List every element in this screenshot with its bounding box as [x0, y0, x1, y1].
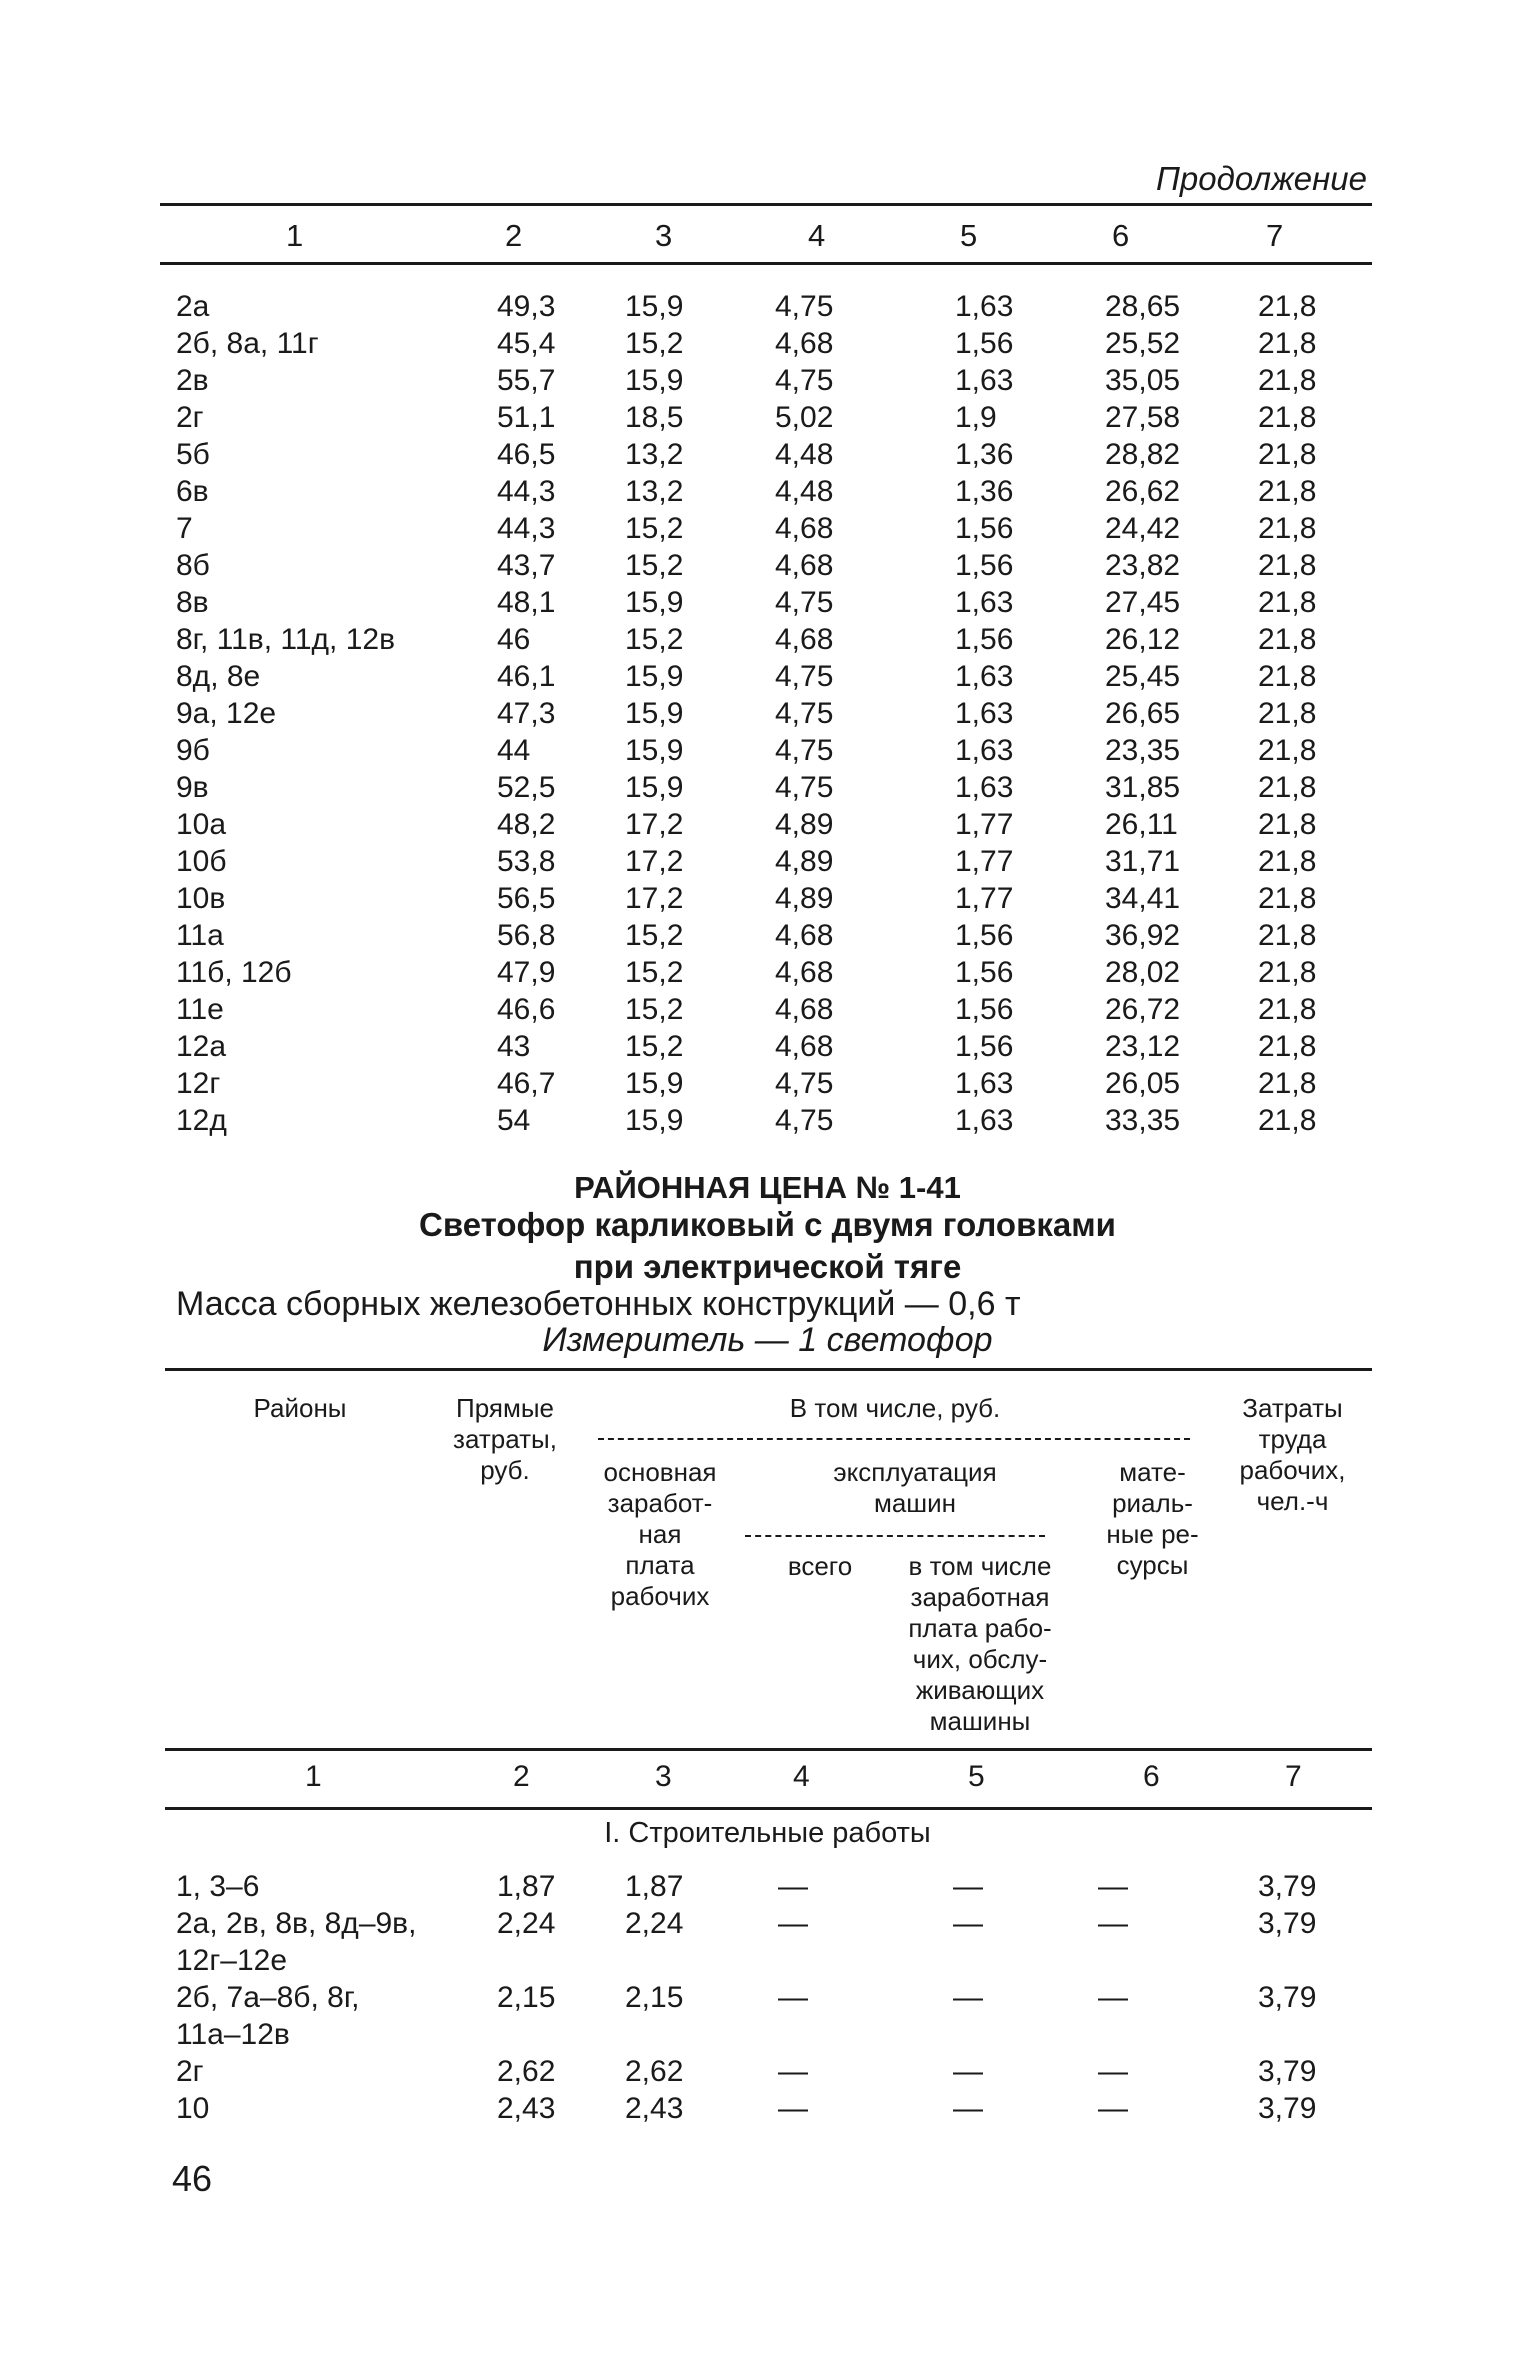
table-row [0, 586, 1535, 623]
value-cell: 3,79 [1258, 1907, 1317, 1940]
value-cell: 4,75 [775, 697, 834, 730]
value-cell: 4,68 [775, 623, 834, 656]
value-cell: 1,63 [955, 290, 1014, 323]
value-cell: 26,62 [1105, 475, 1181, 508]
value-cell: 46,1 [497, 660, 556, 693]
region-cell: 9а, 12е [176, 697, 277, 730]
table1-colnum-7: 7 [1266, 218, 1284, 253]
mass-line: Масса сборных железобетонных конструкций — 0,6 т [176, 1285, 1021, 1323]
value-cell: 35,05 [1105, 364, 1181, 397]
value-cell: 21,8 [1258, 401, 1317, 434]
region-cell: 8в [176, 586, 209, 619]
value-cell: 25,52 [1105, 327, 1181, 360]
value-cell: 4,48 [775, 438, 834, 471]
value-cell: 4,68 [775, 919, 834, 952]
value-cell: 1,56 [955, 993, 1014, 1026]
value-cell: 21,8 [1258, 956, 1317, 989]
value-cell: 1,56 [955, 623, 1014, 656]
value-cell: 46,6 [497, 993, 556, 1026]
value-cell: 48,2 [497, 808, 556, 841]
value-cell: 3,79 [1258, 2092, 1317, 2125]
region-cell: 10в [176, 882, 226, 915]
value-cell: 15,2 [625, 919, 684, 952]
value-cell: 1,56 [955, 919, 1014, 952]
value-cell: — [1098, 1981, 1128, 2014]
table2-colnum-5: 5 [968, 1760, 985, 1793]
value-cell: 21,8 [1258, 734, 1317, 767]
value-cell: 31,85 [1105, 771, 1181, 804]
value-cell: 21,8 [1258, 697, 1317, 730]
value-cell: — [1098, 2092, 1128, 2125]
value-cell: 5,02 [775, 401, 834, 434]
region-cell: 11б, 12б [176, 956, 292, 989]
value-cell: 51,1 [497, 401, 556, 434]
value-cell: — [778, 1870, 808, 1903]
table-row [0, 475, 1535, 512]
value-cell: 1,77 [955, 882, 1014, 915]
value-cell: 2,43 [625, 2092, 684, 2125]
value-cell: 26,12 [1105, 623, 1181, 656]
value-cell: 21,8 [1258, 327, 1317, 360]
table-row [0, 993, 1535, 1030]
table-row [0, 438, 1535, 475]
table-row [0, 327, 1535, 364]
value-cell: 46,5 [497, 438, 556, 471]
unit-line: Измеритель — 1 светофор [542, 1321, 993, 1359]
value-cell: 24,42 [1105, 512, 1181, 545]
region-cell: 2г [176, 2055, 204, 2088]
value-cell: 4,89 [775, 845, 834, 878]
value-cell: 1,9 [955, 401, 997, 434]
value-cell: 4,75 [775, 771, 834, 804]
table1-header-rule [160, 262, 1372, 265]
value-cell: 52,5 [497, 771, 556, 804]
value-cell: 56,5 [497, 882, 556, 915]
value-cell: 21,8 [1258, 919, 1317, 952]
value-cell: 4,89 [775, 882, 834, 915]
value-cell: — [778, 2092, 808, 2125]
value-cell: 36,92 [1105, 919, 1181, 952]
value-cell: 26,11 [1105, 808, 1178, 841]
value-cell: 4,75 [775, 586, 834, 619]
value-cell: 31,71 [1105, 845, 1181, 878]
value-cell: 1,87 [497, 1870, 556, 1903]
value-cell: — [778, 1981, 808, 2014]
table-row [0, 771, 1535, 808]
value-cell: 1,56 [955, 327, 1014, 360]
value-cell: 15,9 [625, 771, 684, 804]
value-cell: 21,8 [1258, 364, 1317, 397]
value-cell: 2,24 [497, 1907, 556, 1940]
value-cell: 13,2 [625, 438, 684, 471]
value-cell: 21,8 [1258, 475, 1317, 508]
region-cell: 12д [176, 1104, 227, 1137]
region-cell: 10 [176, 2092, 210, 2125]
header-total: всего [787, 1551, 853, 1581]
value-cell: 47,3 [497, 697, 556, 730]
value-cell: 3,79 [1258, 1981, 1317, 2014]
value-cell: 15,2 [625, 956, 684, 989]
value-cell: 49,3 [497, 290, 556, 323]
table-row [0, 512, 1535, 549]
table-row [0, 290, 1535, 327]
value-cell: 54 [497, 1104, 531, 1137]
value-cell: 21,8 [1258, 290, 1317, 323]
region-cell: 2б, 8а, 11г [176, 327, 319, 360]
value-cell: 55,7 [497, 364, 556, 397]
table-row [0, 697, 1535, 734]
section-heading: I. Строительные работы [604, 1817, 931, 1849]
table-row [0, 660, 1535, 697]
value-cell: 1,63 [955, 1067, 1014, 1100]
region-cell: 2г [176, 401, 204, 434]
value-cell: 28,02 [1105, 956, 1181, 989]
value-cell: 21,8 [1258, 438, 1317, 471]
value-cell: 1,77 [955, 808, 1014, 841]
value-cell: 3,79 [1258, 2055, 1317, 2088]
value-cell: 4,48 [775, 475, 834, 508]
table2-colnum-1: 1 [305, 1760, 322, 1793]
value-cell: 21,8 [1258, 1030, 1317, 1063]
value-cell: 56,8 [497, 919, 556, 952]
region-cell: 1, 3–6 [176, 1870, 260, 1903]
region-cell: 2а [176, 290, 210, 323]
value-cell: 1,87 [625, 1870, 684, 1903]
table2-colnum-3: 3 [655, 1760, 672, 1793]
value-cell: 44,3 [497, 475, 556, 508]
region-cell: 2в [176, 364, 209, 397]
item-subtitle: при электрической тяге [573, 1248, 962, 1285]
table2-colnum-rule [165, 1807, 1372, 1810]
value-cell: 4,75 [775, 364, 834, 397]
value-cell: 15,2 [625, 549, 684, 582]
region-cell: 8д, 8е [176, 660, 261, 693]
table-row [0, 401, 1535, 438]
value-cell: — [953, 2092, 983, 2125]
value-cell: — [953, 2055, 983, 2088]
value-cell: 4,68 [775, 956, 834, 989]
value-cell: 48,1 [497, 586, 556, 619]
value-cell: 21,8 [1258, 623, 1317, 656]
table1-colnum-1: 1 [286, 218, 304, 253]
value-cell: 13,2 [625, 475, 684, 508]
value-cell: 2,15 [625, 1981, 684, 2014]
value-cell: 15,9 [625, 1067, 684, 1100]
value-cell: 21,8 [1258, 808, 1317, 841]
value-cell: 34,41 [1105, 882, 1181, 915]
value-cell: 46 [497, 623, 531, 656]
value-cell: — [778, 1907, 808, 1940]
header-regions: Районы [253, 1393, 347, 1423]
header-labor-costs: Затраты труда рабочих, чел.-ч [1239, 1393, 1346, 1516]
value-cell: 17,2 [625, 808, 684, 841]
value-cell: — [953, 1981, 983, 2014]
value-cell: 43,7 [497, 549, 556, 582]
region-cell: 2а, 2в, 8в, 8д–9в, 12г–12е [176, 1907, 417, 1977]
value-cell: 44 [497, 734, 531, 767]
value-cell: 1,63 [955, 660, 1014, 693]
value-cell: 21,8 [1258, 845, 1317, 878]
value-cell: 15,2 [625, 327, 684, 360]
region-cell: 8б [176, 549, 210, 582]
value-cell: 26,72 [1105, 993, 1181, 1026]
value-cell: 1,63 [955, 771, 1014, 804]
value-cell: 2,62 [625, 2055, 684, 2088]
value-cell: 15,9 [625, 364, 684, 397]
value-cell: 17,2 [625, 845, 684, 878]
value-cell: 1,56 [955, 956, 1014, 989]
value-cell: 23,82 [1105, 549, 1181, 582]
region-cell: 12а [176, 1030, 227, 1063]
table1-colnum-4: 4 [808, 218, 826, 253]
table-row [0, 956, 1535, 993]
value-cell: 15,2 [625, 993, 684, 1026]
region-cell: 10б [176, 845, 227, 878]
value-cell: — [953, 1907, 983, 1940]
table-row [0, 623, 1535, 660]
value-cell: 4,75 [775, 734, 834, 767]
region-cell: 5б [176, 438, 210, 471]
value-cell: 4,68 [775, 512, 834, 545]
value-cell: 15,9 [625, 1104, 684, 1137]
value-cell: 47,9 [497, 956, 556, 989]
value-cell: 1,36 [955, 438, 1014, 471]
value-cell: 4,68 [775, 993, 834, 1026]
header-materials: мате- риаль- ные ре- сурсы [1106, 1457, 1199, 1580]
header-direct-costs: Прямые затраты, руб. [453, 1393, 557, 1485]
value-cell: 25,45 [1105, 660, 1181, 693]
value-cell: — [1098, 1870, 1128, 1903]
value-cell: 27,45 [1105, 586, 1181, 619]
table2-top-rule [165, 1368, 1372, 1371]
table1-colnum-3: 3 [655, 218, 673, 253]
region-cell: 9б [176, 734, 210, 767]
value-cell: 4,68 [775, 327, 834, 360]
value-cell: 4,75 [775, 1067, 834, 1100]
value-cell: 1,56 [955, 512, 1014, 545]
table1-colnum-2: 2 [505, 218, 523, 253]
continuation-label: Продолжение [1155, 160, 1367, 197]
value-cell: 2,24 [625, 1907, 684, 1940]
value-cell: 44,3 [497, 512, 556, 545]
value-cell: 4,68 [775, 549, 834, 582]
value-cell: 15,9 [625, 290, 684, 323]
region-cell: 2б, 7а–8б, 8г, 11а–12в [176, 1981, 360, 2051]
table1-colnum-6: 6 [1112, 218, 1130, 253]
region-cell: 10а [176, 808, 227, 841]
value-cell: 1,56 [955, 549, 1014, 582]
value-cell: 43 [497, 1030, 531, 1063]
value-cell: 21,8 [1258, 1104, 1317, 1137]
region-cell: 8г, 11в, 11д, 12в [176, 623, 396, 656]
table-row [0, 549, 1535, 586]
value-cell: 46,7 [497, 1067, 556, 1100]
table-row [0, 882, 1535, 919]
dash-divider-machines [745, 1535, 1045, 1537]
value-cell: 4,68 [775, 1030, 834, 1063]
table1-colnum-5: 5 [960, 218, 978, 253]
header-base-wage: основная заработ- ная плата рабочих [603, 1457, 717, 1611]
value-cell: 21,8 [1258, 660, 1317, 693]
value-cell: 1,56 [955, 1030, 1014, 1063]
page-number: 46 [172, 2158, 213, 2199]
value-cell: 15,2 [625, 623, 684, 656]
table1-top-rule [160, 203, 1372, 206]
header-incl-wage: в том числе заработная плата рабо- чих, обслу- живающих машины [908, 1551, 1052, 1736]
value-cell: 21,8 [1258, 882, 1317, 915]
region-cell: 11а [176, 919, 224, 952]
table-row [0, 845, 1535, 882]
table2-header-rule [165, 1748, 1372, 1751]
table-row [0, 364, 1535, 401]
value-cell: 15,9 [625, 697, 684, 730]
price-heading: РАЙОННАЯ ЦЕНА № 1-41 [574, 1170, 961, 1205]
value-cell: — [778, 2055, 808, 2088]
dash-divider-including [598, 1438, 1190, 1440]
value-cell: 1,63 [955, 1104, 1014, 1137]
item-title: Светофор карликовый с двумя головками [419, 1206, 1116, 1243]
value-cell: 15,2 [625, 1030, 684, 1063]
value-cell: 4,75 [775, 660, 834, 693]
value-cell: 33,35 [1105, 1104, 1181, 1137]
value-cell: 23,12 [1105, 1030, 1181, 1063]
table-row [0, 734, 1535, 771]
region-cell: 12г [176, 1067, 221, 1100]
region-cell: 7 [176, 512, 193, 545]
value-cell: 1,36 [955, 475, 1014, 508]
value-cell: — [953, 1870, 983, 1903]
region-cell: 11е [176, 993, 224, 1026]
value-cell: 21,8 [1258, 512, 1317, 545]
table2-colnum-4: 4 [793, 1760, 810, 1793]
value-cell: 2,15 [497, 1981, 556, 2014]
table2-colnum-6: 6 [1143, 1760, 1160, 1793]
value-cell: 45,4 [497, 327, 556, 360]
header-including: В том числе, руб. [789, 1393, 1001, 1423]
value-cell: 21,8 [1258, 586, 1317, 619]
value-cell: 26,05 [1105, 1067, 1181, 1100]
value-cell: 17,2 [625, 882, 684, 915]
value-cell: 1,63 [955, 586, 1014, 619]
region-cell: 9в [176, 771, 209, 804]
value-cell: 1,63 [955, 734, 1014, 767]
value-cell: 1,63 [955, 697, 1014, 730]
table2-colnum-2: 2 [513, 1760, 530, 1793]
value-cell: 28,82 [1105, 438, 1181, 471]
value-cell: 4,75 [775, 1104, 834, 1137]
value-cell: 4,75 [775, 290, 834, 323]
value-cell: 26,65 [1105, 697, 1181, 730]
value-cell: 3,79 [1258, 1870, 1317, 1903]
value-cell: 2,43 [497, 2092, 556, 2125]
table2-colnum-7: 7 [1285, 1760, 1302, 1793]
value-cell: 2,62 [497, 2055, 556, 2088]
table-row [0, 919, 1535, 956]
region-cell: 6в [176, 475, 209, 508]
value-cell: 23,35 [1105, 734, 1181, 767]
value-cell: 21,8 [1258, 1067, 1317, 1100]
value-cell: 15,9 [625, 734, 684, 767]
value-cell: — [1098, 2055, 1128, 2088]
table-row [0, 808, 1535, 845]
value-cell: 53,8 [497, 845, 556, 878]
value-cell: 21,8 [1258, 993, 1317, 1026]
value-cell: 15,9 [625, 586, 684, 619]
value-cell: 28,65 [1105, 290, 1181, 323]
table-row [0, 1030, 1535, 1067]
value-cell: 21,8 [1258, 771, 1317, 804]
value-cell: 15,9 [625, 660, 684, 693]
value-cell: 27,58 [1105, 401, 1181, 434]
value-cell: 21,8 [1258, 549, 1317, 582]
table-row [0, 1067, 1535, 1104]
value-cell: 1,77 [955, 845, 1014, 878]
header-machine-operation: эксплуатация машин [833, 1457, 997, 1518]
value-cell: — [1098, 1907, 1128, 1940]
value-cell: 1,63 [955, 364, 1014, 397]
value-cell: 18,5 [625, 401, 684, 434]
table-row [0, 1104, 1535, 1141]
value-cell: 15,2 [625, 512, 684, 545]
value-cell: 4,89 [775, 808, 834, 841]
